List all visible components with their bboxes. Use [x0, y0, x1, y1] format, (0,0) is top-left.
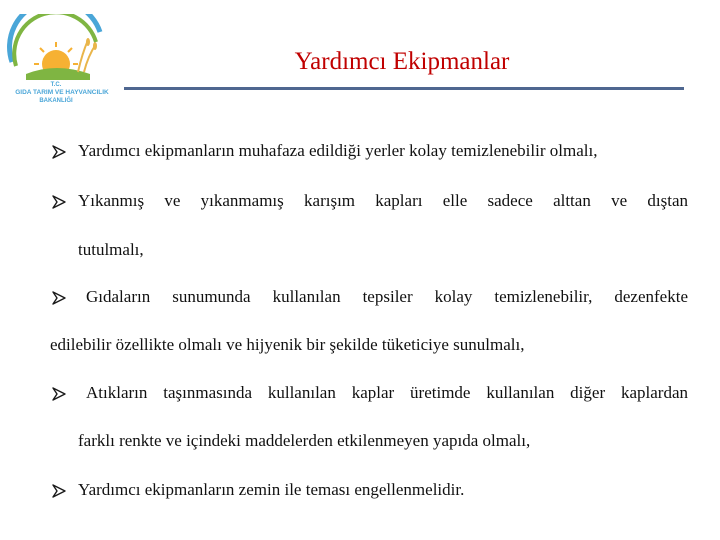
bullet-1-line-1: Yardımcı ekipmanların muhafaza edildiği yerler kolay temizlenebilir olmalı, [78, 141, 598, 160]
arrowhead-bullet-icon [52, 484, 66, 498]
arrowhead-bullet-icon [52, 195, 66, 209]
bullet-2-line-1: Yıkanmış ve yıkanmamış karışım kapları elle sadece alttan ve dıştan [78, 191, 688, 210]
bullet-4-line-1: Atıkların taşınmasında kullanılan kaplar üretimde kullanılan diğer kaplardan [86, 383, 688, 402]
bullet-5-line-1: Yardımcı ekipmanların zemin ile teması engellenmelidir. [78, 480, 465, 499]
bullet-3-line-1: Gıdaların sunumunda kullanılan tepsiler kolay temizlenebilir, dezenfekte [86, 287, 688, 306]
bullet-4-line-2: farklı renkte ve içindeki maddelerden etkilenmeyen yapıda olmalı, [78, 431, 531, 450]
logo-line-1: T.C. [50, 82, 62, 88]
logo-line-3: BAKANLIĞI [39, 98, 73, 104]
page-title: Yardımcı Ekipmanlar [294, 48, 510, 75]
logo-line-2: GIDA TARIM VE HAYVANCILIK [15, 89, 109, 96]
arrowhead-bullet-icon [52, 291, 66, 305]
arrowhead-bullet-icon [52, 387, 66, 401]
bullet-3-line-2: edilebilir özellikte olmalı ve hijyenik bir şekilde tüketiciye sunulmalı, [50, 335, 525, 354]
bullet-2-line-2: tutulmalı, [78, 240, 144, 259]
arrowhead-bullet-icon [52, 145, 66, 159]
